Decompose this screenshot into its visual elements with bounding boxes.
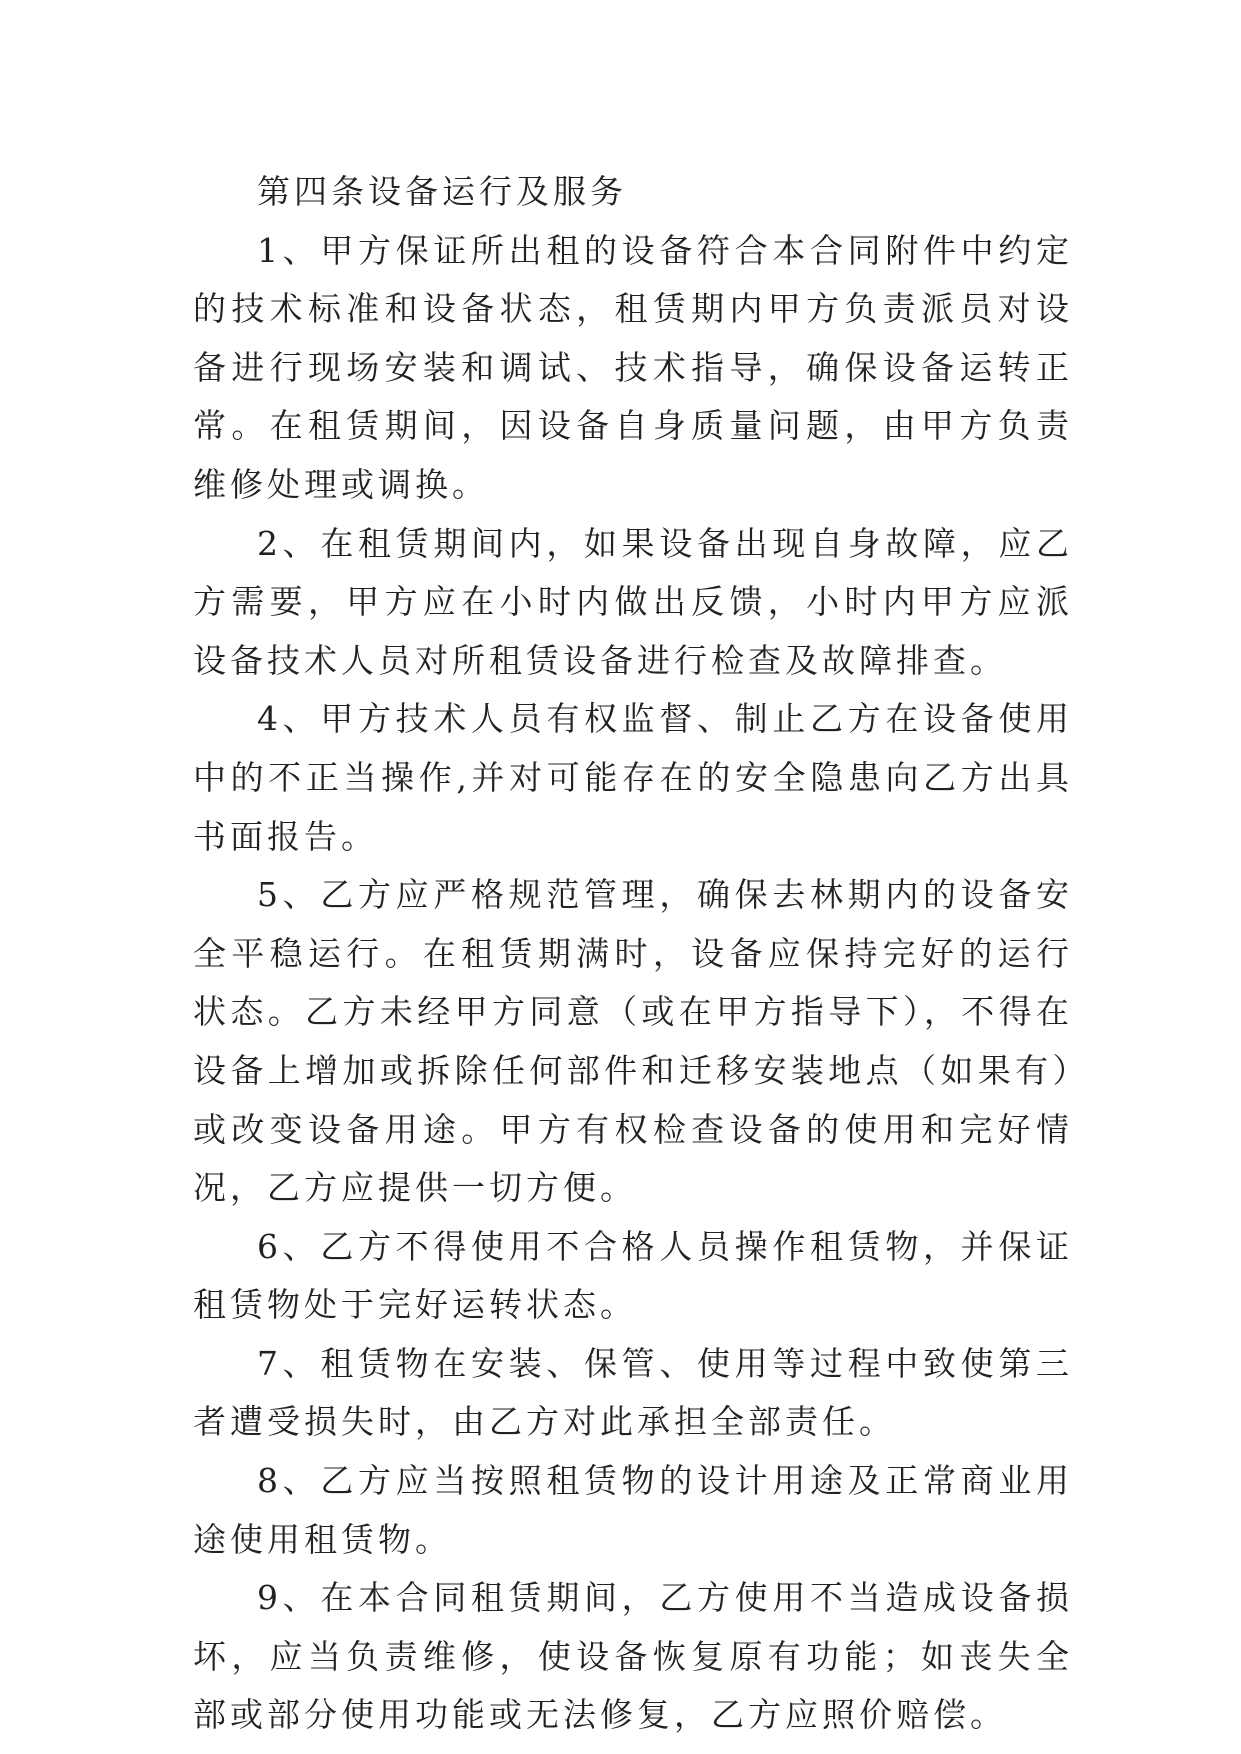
paragraph-4: 4、甲方技术人员有权监督、制止乙方在设备使用中的不正当操作,并对可能存在的安全隐患向乙方出具书面报告。 (193, 699, 1073, 856)
paragraph-8: 8、乙方应当按照租赁物的设计用途及正常商业用途使用租赁物。 (193, 1461, 1073, 1559)
paragraph-9: 9、在本合同租赁期间，乙方使用不当造成设备损坏，应当负责维修，使设备恢复原有功能；如丧失全部或部分使用功能或无法修复，乙方应照价赔偿。 (193, 1578, 1073, 1735)
paragraph-2: 2、在租赁期间内，如果设备出现自身故障，应乙方需要，甲方应在小时内做出反馈，小时内甲方应派设备技术人员对所租赁设备进行检查及故障排查。 (193, 523, 1073, 680)
paragraph-1: 1、甲方保证所出租的设备符合本合同附件中约定的技术标准和设备状态，租赁期内甲方负责派员对设备进行现场安装和调试、技术指导，确保设备运转正常。在租赁期间，因设备自身质量问题，由甲方负责维修处理或调换。 (193, 230, 1073, 504)
paragraph-6: 6、乙方不得使用不合格人员操作租赁物，并保证租赁物处于完好运转状态。 (193, 1226, 1073, 1325)
section-title: 第四条设备运行及服务 (257, 172, 627, 211)
document-body (193, 163, 1073, 1745)
paragraph-5: 5、乙方应严格规范管理，确保去林期内的设备安全平稳运行。在租赁期满时，设备应保持完好的运行状态。乙方未经甲方同意（或在甲方指导下），不得在设备上增加或拆除任何部件和迁移安装地点（如果有）或改变设备用途。甲方有权检查设备的使用和完好情况，乙方应提供一切方便。 (193, 875, 1073, 1208)
paragraph-7: 7、租赁物在安装、保管、使用等过程中致使第三者遭受损失时，由乙方对此承担全部责任。 (193, 1343, 1073, 1442)
